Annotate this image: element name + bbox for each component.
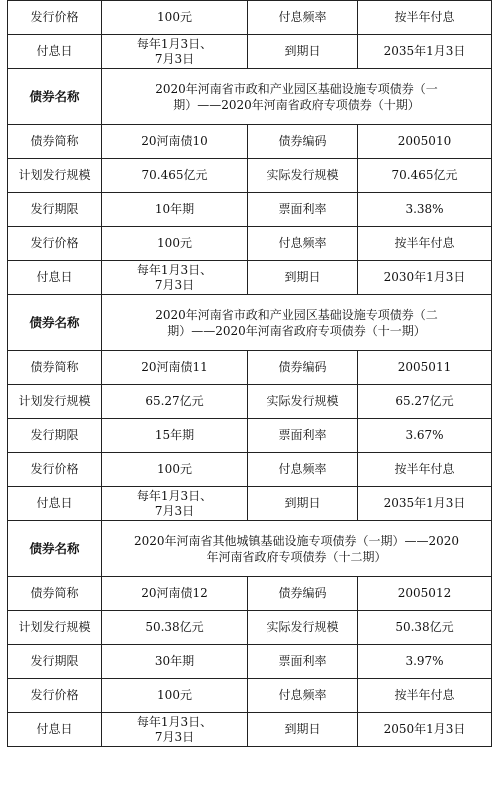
plan-scale-value: 70.465亿元 — [102, 159, 248, 193]
frequency-value: 按半年付息 — [358, 227, 492, 261]
bond-name-label: 债券名称 — [8, 69, 102, 125]
bond-info-table — [7, 0, 492, 747]
term-value: 10年期 — [102, 193, 248, 227]
abbr-label: 债券简称 — [8, 351, 102, 385]
frequency-value: 按半年付息 — [358, 453, 492, 487]
pay-day-value — [102, 487, 248, 521]
table-row — [8, 611, 492, 645]
maturity-value: 2030年1月3日 — [358, 261, 492, 295]
coupon-value: 3.67% — [358, 419, 492, 453]
table-row — [8, 193, 492, 227]
maturity-value: 2035年1月3日 — [358, 35, 492, 69]
frequency-value: 按半年付息 — [358, 1, 492, 35]
term-label: 发行期限 — [8, 419, 102, 453]
code-value: 2005010 — [358, 125, 492, 159]
coupon-label: 票面利率 — [248, 419, 358, 453]
plan-scale-value: 50.38亿元 — [102, 611, 248, 645]
table-row — [8, 35, 492, 69]
frequency-label: 付息频率 — [248, 453, 358, 487]
code-label: 债券编码 — [248, 351, 358, 385]
abbr-value: 20河南债12 — [102, 577, 248, 611]
pay-day-line-1: 每年1月3日、 — [136, 262, 213, 277]
issue-price-label: 发行价格 — [8, 453, 102, 487]
maturity-label: 到期日 — [248, 713, 358, 747]
pay-day-value — [102, 713, 248, 747]
plan-scale-label: 计划发行规模 — [8, 611, 102, 645]
bond-name-line-1: 2020年河南省市政和产业园区基础设施专项债券（一 — [155, 81, 438, 96]
table-row — [8, 521, 492, 577]
table-row — [8, 577, 492, 611]
abbr-label: 债券简称 — [8, 125, 102, 159]
coupon-value: 3.97% — [358, 645, 492, 679]
bond-name-value — [102, 69, 492, 125]
issue-price-label: 发行价格 — [8, 227, 102, 261]
plan-scale-label: 计划发行规模 — [8, 385, 102, 419]
pay-day-line-1: 每年1月3日、 — [136, 36, 213, 51]
plan-scale-value: 65.27亿元 — [102, 385, 248, 419]
table-row — [8, 645, 492, 679]
bond-name-line-1: 2020年河南省其他城镇基础设施专项债券（一期）——2020 — [133, 533, 460, 548]
table-row — [8, 227, 492, 261]
pay-day-line-1: 每年1月3日、 — [136, 488, 213, 503]
actual-scale-value: 70.465亿元 — [358, 159, 492, 193]
table-row — [8, 69, 492, 125]
frequency-value: 按半年付息 — [358, 679, 492, 713]
table-row — [8, 419, 492, 453]
coupon-value: 3.38% — [358, 193, 492, 227]
abbr-value: 20河南债10 — [102, 125, 248, 159]
bond-name-line-2: 期）——2020年河南省政府专项债券（十期） — [173, 97, 420, 112]
pay-day-line-1: 每年1月3日、 — [136, 714, 213, 729]
pay-day-label: 付息日 — [8, 713, 102, 747]
code-value: 2005011 — [358, 351, 492, 385]
coupon-label: 票面利率 — [248, 645, 358, 679]
table-row — [8, 351, 492, 385]
pay-day-line-2: 7月3日 — [154, 51, 195, 66]
bond-name-line-1: 2020年河南省市政和产业园区基础设施专项债券（二 — [155, 307, 438, 322]
actual-scale-label: 实际发行规模 — [248, 159, 358, 193]
frequency-label: 付息频率 — [248, 1, 358, 35]
pay-day-label: 付息日 — [8, 35, 102, 69]
bond-name-value — [102, 295, 492, 351]
pay-day-line-2: 7月3日 — [154, 503, 195, 518]
abbr-label: 债券简称 — [8, 577, 102, 611]
code-label: 债券编码 — [248, 125, 358, 159]
plan-scale-label: 计划发行规模 — [8, 159, 102, 193]
pay-day-label: 付息日 — [8, 487, 102, 521]
table-row — [8, 159, 492, 193]
table-row — [8, 385, 492, 419]
pay-day-label: 付息日 — [8, 261, 102, 295]
bond-block-10 — [8, 69, 492, 295]
issue-price-value: 100元 — [102, 227, 248, 261]
maturity-label: 到期日 — [248, 35, 358, 69]
bond-name-line-2: 期）——2020年河南省政府专项债券（十一期） — [167, 323, 426, 338]
bond-block-12 — [8, 521, 492, 747]
actual-scale-value: 50.38亿元 — [358, 611, 492, 645]
issue-price-value: 100元 — [102, 1, 248, 35]
pay-day-value — [102, 35, 248, 69]
frequency-label: 付息频率 — [248, 227, 358, 261]
bond-name-line-2: 年河南省政府专项债券（十二期） — [206, 549, 387, 564]
table-row — [8, 1, 492, 35]
issue-price-label: 发行价格 — [8, 1, 102, 35]
table-row — [8, 453, 492, 487]
actual-scale-label: 实际发行规模 — [248, 611, 358, 645]
actual-scale-label: 实际发行规模 — [248, 385, 358, 419]
maturity-label: 到期日 — [248, 487, 358, 521]
bond-name-label: 债券名称 — [8, 295, 102, 351]
maturity-label: 到期日 — [248, 261, 358, 295]
code-value: 2005012 — [358, 577, 492, 611]
pay-day-line-2: 7月3日 — [154, 729, 195, 744]
table-row — [8, 679, 492, 713]
pay-day-value — [102, 261, 248, 295]
maturity-value: 2050年1月3日 — [358, 713, 492, 747]
frequency-label: 付息频率 — [248, 679, 358, 713]
term-value: 30年期 — [102, 645, 248, 679]
coupon-label: 票面利率 — [248, 193, 358, 227]
issue-price-value: 100元 — [102, 679, 248, 713]
actual-scale-value: 65.27亿元 — [358, 385, 492, 419]
code-label: 债券编码 — [248, 577, 358, 611]
term-value: 15年期 — [102, 419, 248, 453]
bond-block-11 — [8, 295, 492, 521]
term-label: 发行期限 — [8, 193, 102, 227]
bond-info-document — [7, 0, 491, 747]
table-row — [8, 261, 492, 295]
bond-name-label: 债券名称 — [8, 521, 102, 577]
issue-price-label: 发行价格 — [8, 679, 102, 713]
table-row — [8, 295, 492, 351]
abbr-value: 20河南债11 — [102, 351, 248, 385]
table-row — [8, 487, 492, 521]
pay-day-line-2: 7月3日 — [154, 277, 195, 292]
bond-name-value — [102, 521, 492, 577]
table-row — [8, 713, 492, 747]
maturity-value: 2035年1月3日 — [358, 487, 492, 521]
term-label: 发行期限 — [8, 645, 102, 679]
table-row — [8, 125, 492, 159]
issue-price-value: 100元 — [102, 453, 248, 487]
